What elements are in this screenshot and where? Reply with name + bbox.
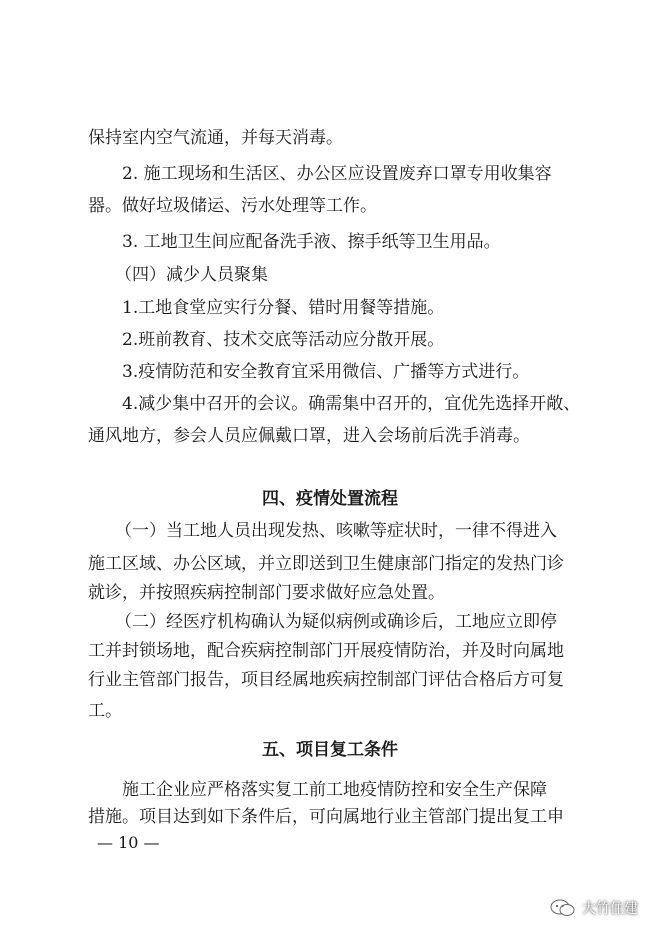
text-line: 施工区域、办公区域，并立即送到卫生健康部门指定的发热门诊 (88, 554, 564, 574)
text-line: 4.减少集中召开的会议。确需集中召开的，宜优先选择开敞、 (122, 394, 581, 414)
text-line: 2. 施工现场和生活区、办公区应设置废弃口罩专用收集容 (122, 164, 552, 184)
watermark (550, 898, 638, 918)
text-line: 3.疫情防范和安全教育宜采用微信、广播等方式进行。 (122, 362, 530, 382)
text-line: 就诊，并按照疾病控制部门要求做好应急处置。 (88, 583, 445, 603)
watermark-text: 大竹住建 (582, 901, 638, 917)
wechat-icon (550, 898, 576, 918)
page-number: — 10 — (97, 833, 160, 852)
text-line: 保持室内空气流通，并每天消毒。 (88, 128, 343, 148)
text-line: 行业主管部门报告，项目经属地疾病控制部门评估合格后方可复 (88, 670, 564, 690)
text-line: 通风地方，参会人员应佩戴口罩，进入会场前后洗手消毒。 (88, 426, 530, 446)
text-line: 施工企业应严格落实复工前工地疫情防控和安全生产保障 (122, 780, 547, 800)
text-line: 1.工地食堂应实行分餐、错时用餐等措施。 (122, 298, 445, 318)
text-line: 2.班前教育、技术交底等活动应分散开展。 (122, 330, 445, 350)
section-heading: 五、项目复工条件 (262, 740, 398, 760)
section-heading: 四、疫情处置流程 (262, 489, 398, 509)
section-subheading: （四）减少人员聚集 (115, 265, 268, 285)
text-line: 工并封锁场地，配合疾病控制部门开展疫情防治，并及时向属地 (88, 641, 564, 661)
text-line: （一）当工地人员出现发热、咳嗽等症状时，一律不得进入 (115, 521, 557, 541)
text-line: （二）经医疗机构确认为疑似病例或确诊后，工地应立即停 (115, 612, 557, 632)
text-line: 措施。项目达到如下条件后，可向属地行业主管部门提出复工申 (88, 807, 564, 827)
text-line: 器。做好垃圾储运、污水处理等工作。 (88, 196, 377, 216)
text-line: 3. 工地卫生间应配备洗手液、擦手纸等卫生用品。 (122, 232, 501, 252)
text-line: 工。 (88, 701, 122, 721)
